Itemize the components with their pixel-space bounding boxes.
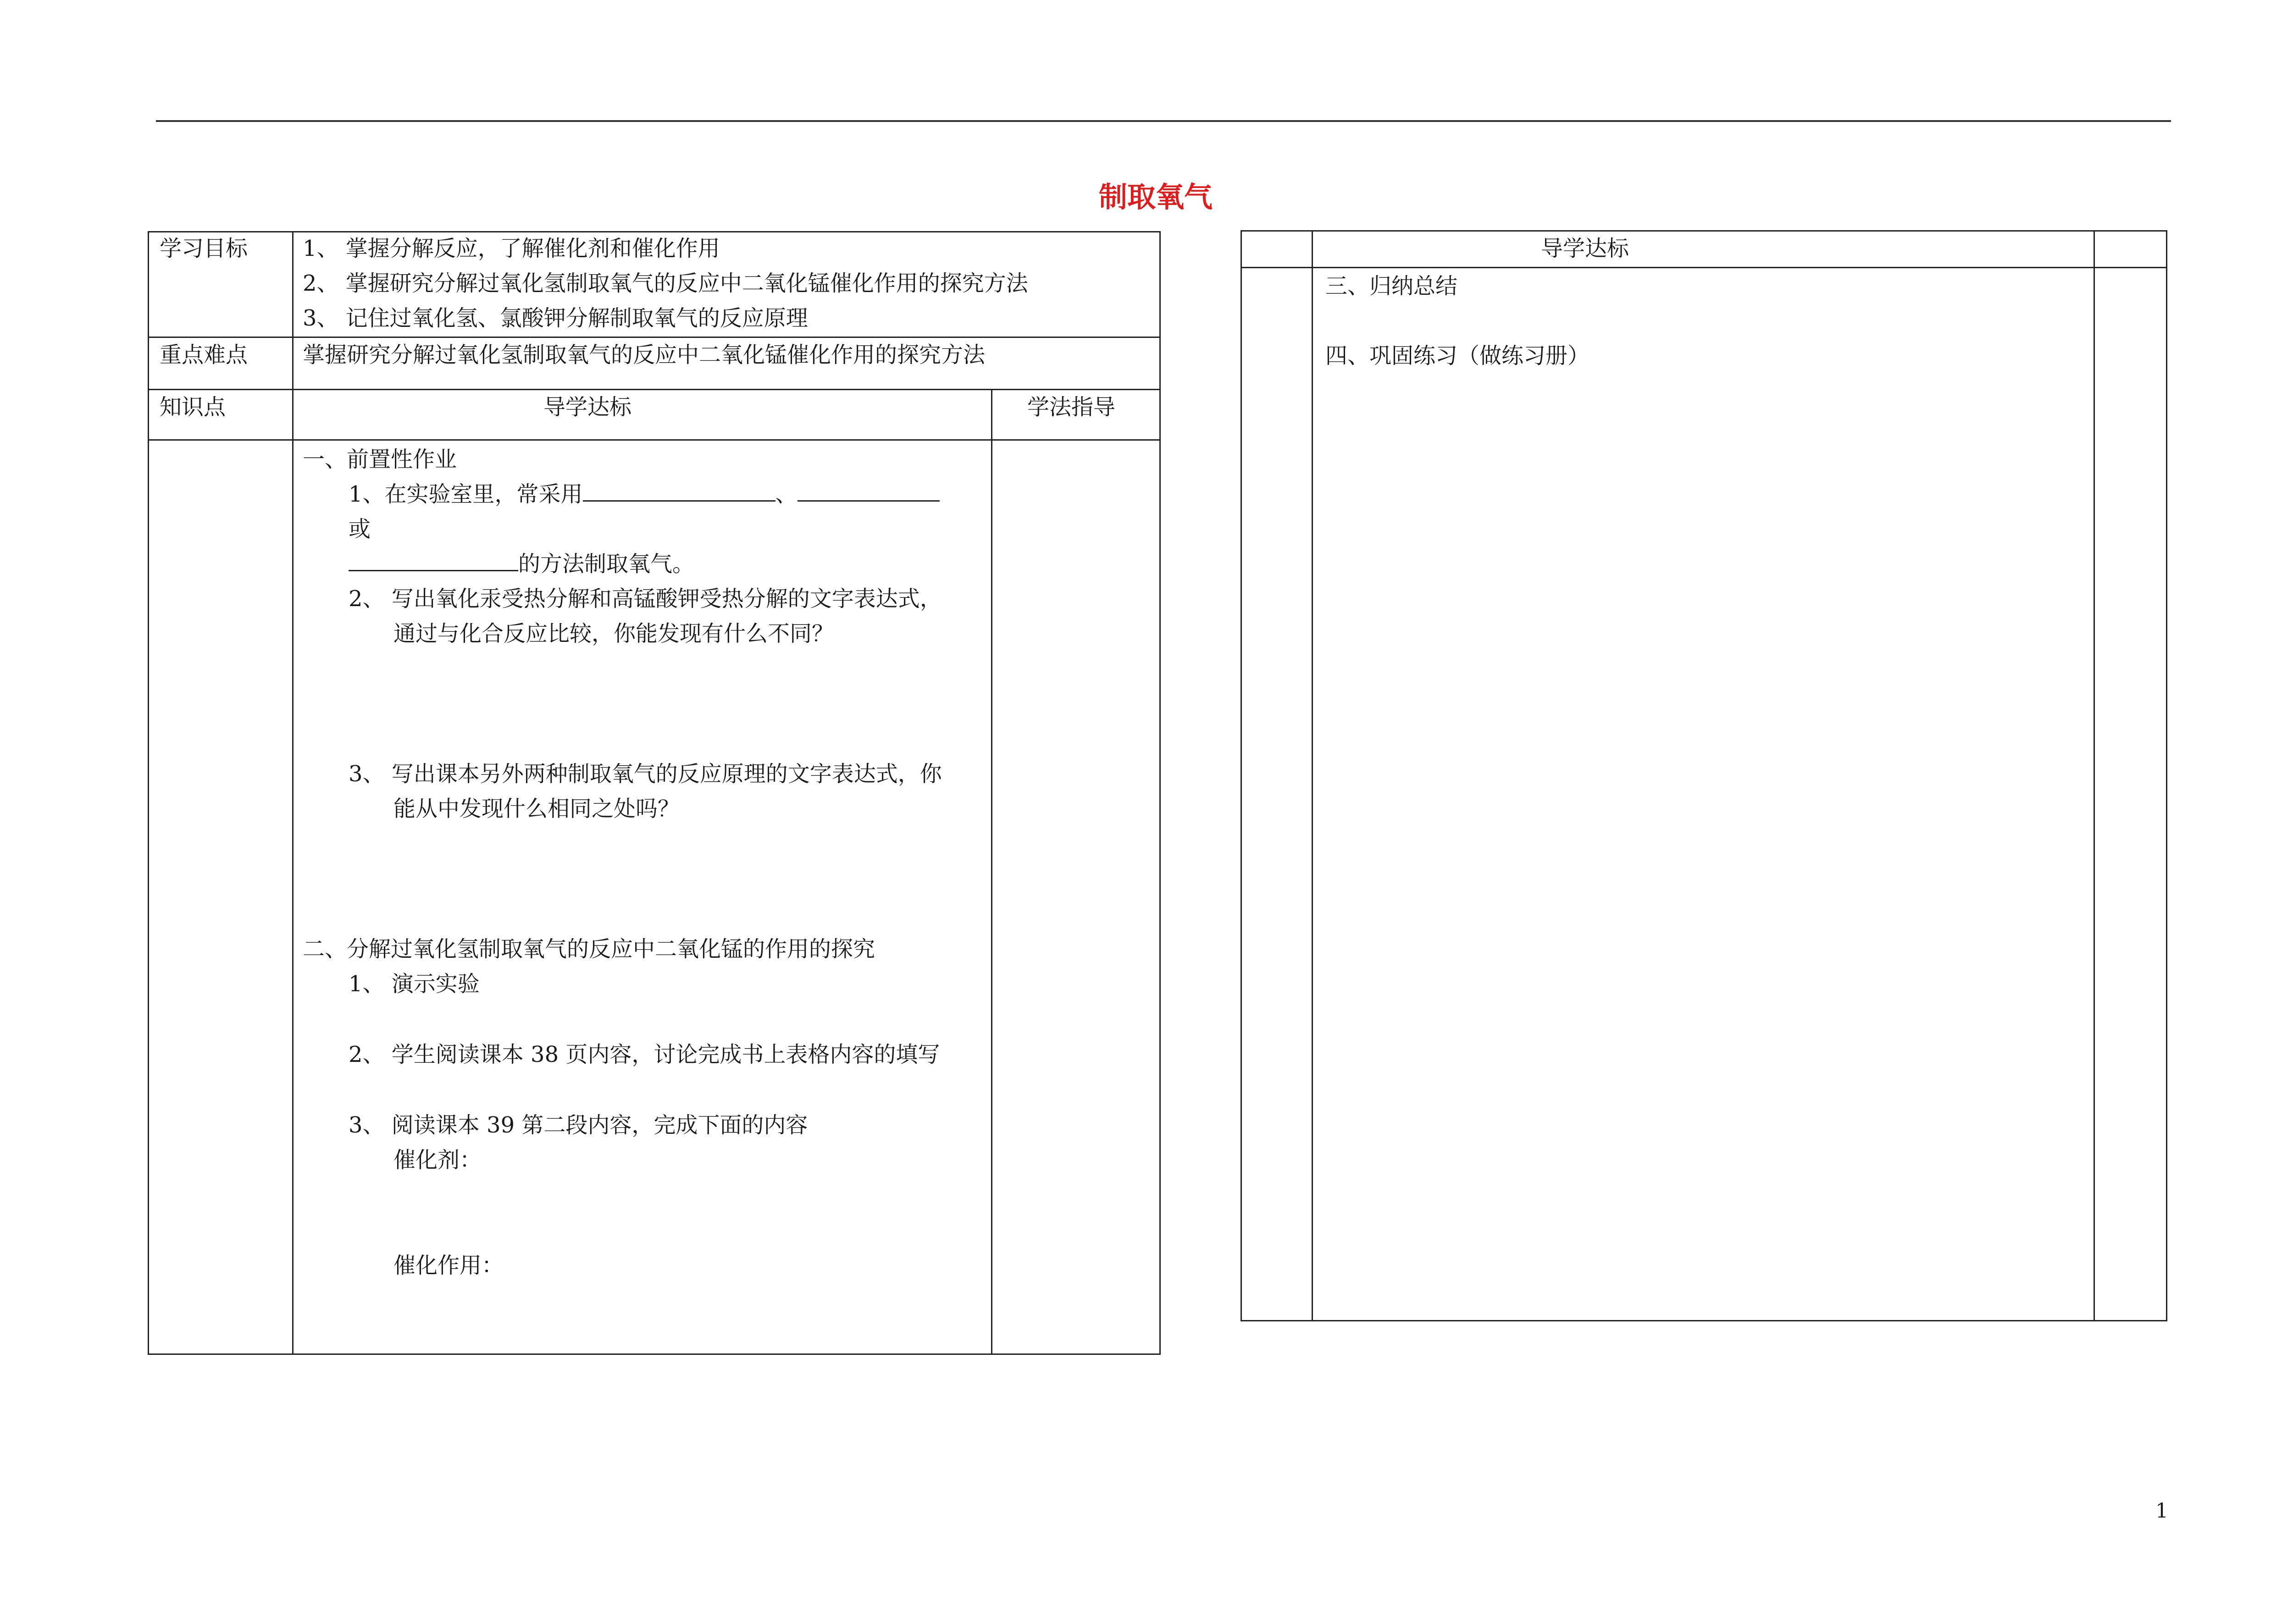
q1-blank-1[interactable] — [583, 482, 775, 502]
section1-title: 一、前置性作业 — [303, 447, 457, 472]
page-number: 1 — [2155, 1499, 2168, 1523]
q1-or: 或 — [349, 516, 371, 542]
q1-blank-3[interactable] — [349, 552, 518, 571]
left-table-col-divider-2 — [991, 389, 992, 1355]
section2-item-1: 1、 演示实验 — [349, 971, 480, 997]
left-table-row-divider-3 — [148, 439, 1161, 441]
header-knowledge: 知识点 — [160, 394, 226, 420]
right-table-col-divider-2 — [2094, 230, 2095, 1321]
q1-blank-2[interactable] — [798, 482, 940, 502]
header-method: 学法指导 — [1027, 394, 1116, 420]
practice-heading: 四、巩固练习（做练习册） — [1325, 343, 1590, 369]
right-table-border-top — [1241, 230, 2167, 232]
q1-separator: 、 — [775, 481, 798, 507]
right-table-border-bottom — [1241, 1320, 2167, 1321]
objective-item-3: 3、 记住过氧化氢、氯酸钾分解制取氧气的反应原理 — [303, 305, 808, 331]
page-title: 制取氧气 — [1098, 180, 1213, 214]
right-header-guide: 导学达标 — [1541, 236, 1629, 261]
objectives-label: 学习目标 — [160, 236, 248, 261]
q2-line-2: 通过与化合反应比较，你能发现有什么不同？ — [393, 621, 834, 646]
left-table-row-divider-2 — [148, 389, 1161, 390]
left-table-col-divider-1 — [292, 231, 294, 1355]
left-table-border-bottom — [148, 1353, 1161, 1355]
q1-prefix: 1、在实验室里，常采用 — [349, 481, 583, 507]
left-table-border-right — [1159, 231, 1161, 1355]
q2-line-1: 2、 写出氧化汞受热分解和高锰酸钾受热分解的文字表达式， — [349, 586, 942, 612]
section2-item-3: 3、 阅读课本 39 第二段内容，完成下面的内容 — [349, 1112, 808, 1138]
right-table-row-divider — [1241, 267, 2167, 268]
right-table-border-right — [2166, 230, 2167, 1321]
objective-item-1: 1、 掌握分解反应，了解催化剂和催化作用 — [303, 236, 720, 261]
right-table-border-left — [1241, 230, 1242, 1321]
q1-suffix: 的方法制取氧气。 — [518, 551, 695, 577]
catalyst-label: 催化剂： — [393, 1147, 482, 1173]
header-guide: 导学达标 — [543, 394, 632, 420]
q3-line-1: 3、 写出课本另外两种制取氧气的反应原理的文字表达式，你 — [349, 761, 942, 787]
section2-item-2: 2、 学生阅读课本 38 页内容，讨论完成书上表格内容的填写 — [349, 1042, 940, 1067]
summary-heading: 三、归纳总结 — [1325, 273, 1458, 299]
right-table-col-divider-1 — [1312, 230, 1313, 1321]
key-points-text: 掌握研究分解过氧化氢制取氧气的反应中二氧化锰催化作用的探究方法 — [303, 342, 986, 368]
objective-item-2: 2、 掌握研究分解过氧化氢制取氧气的反应中二氧化锰催化作用的探究方法 — [303, 271, 1028, 296]
q1-line-2 — [349, 547, 694, 581]
key-points-label: 重点难点 — [160, 342, 248, 368]
q3-line-2: 能从中发现什么相同之处吗？ — [393, 796, 680, 822]
q1-line — [349, 477, 940, 512]
left-table-border-left — [148, 231, 149, 1355]
top-rule — [156, 120, 2171, 122]
catalysis-label: 催化作用： — [393, 1253, 504, 1278]
section2-title: 二、分解过氧化氢制取氧气的反应中二氧化锰的作用的探究 — [303, 936, 875, 962]
